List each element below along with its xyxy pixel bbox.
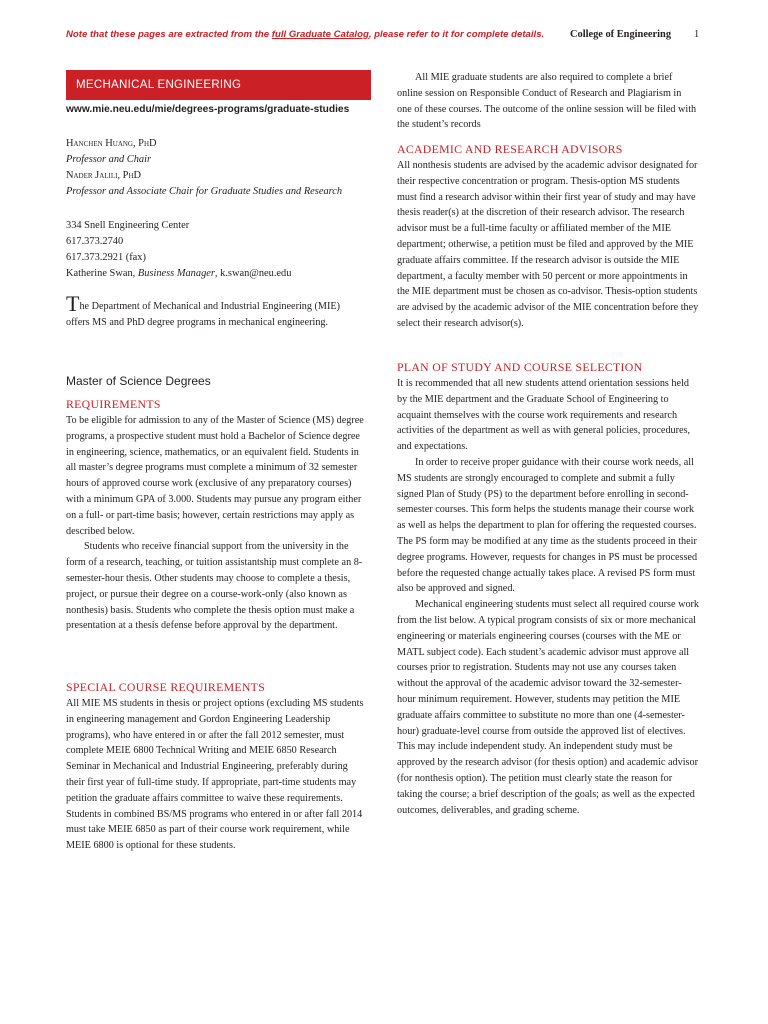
person-title: Professor and Chair [66, 154, 152, 165]
intro-paragraph [66, 291, 366, 331]
requirements-paragraph-2: Students who receive financial support from the university in the form of a research, teaching, or tuition assistantship must complete an 8-semester-hour thesis. Other students may choose to complete a thesis, project, or pursue their degree on a course-work-only (also known as nonthesis) basis. Students who complete the thesis option must make a presentation at a thesis defense before approval by the department. [66, 541, 363, 632]
person-name: Nader Jalili, PhD [66, 170, 142, 181]
manager-email[interactable]: , k.swan@neu.edu [214, 268, 292, 279]
catalog-note-suffix: , please refer to it for complete details. [368, 29, 545, 40]
person-name: Hanchen Huang, PhD [66, 138, 157, 149]
department-url[interactable]: www.mie.neu.edu/mie/degrees-programs/graduate-studies [66, 104, 350, 115]
phone: 617.373.2740 [66, 236, 124, 247]
plan-paragraph-2: In order to receive proper guidance with their course work needs, all MS students are strongly encouraged to complete and submit a fully signed Plan of Study (PS) to the department before enrolling in second-semester courses. This form helps the students manage their course work as well as helps the department to plan for offering the requested courses. The PS form may be modified at any time as the students proceed in their degree programs. However, requests for changes in PS must be processed before the requested change actually takes place. A revised PS form must also be approved and signed. [397, 456, 698, 595]
business-manager [66, 266, 376, 282]
requirements-heading: REQUIREMENTS [66, 397, 161, 411]
catalog-note-prefix: Note that these pages are extracted from the [66, 29, 272, 40]
plan-of-study-heading: PLAN OF STUDY AND COURSE SELECTION [397, 360, 643, 374]
page-number: 1 [694, 29, 700, 40]
full-graduate-catalog-link[interactable]: full Graduate Catalog [271, 29, 369, 40]
plan-paragraph-1: It is recommended that all new students attend orientation sessions held by the MIE department and the Graduate School of Engineering to acquaint themselves with the course work requirements and research activities of the department as well as with general policies, procedures, and expectations. [397, 378, 691, 453]
requirements-body [66, 413, 366, 634]
advisors-heading: ACADEMIC AND RESEARCH ADVISORS [397, 142, 623, 156]
plan-of-study-body [397, 376, 700, 818]
faculty-list [66, 136, 376, 200]
contact-block [66, 218, 376, 282]
college-name: College of Engineering [570, 29, 672, 40]
ms-degrees-heading: Master of Science Degrees [66, 374, 211, 388]
person-title: Professor and Associate Chair for Graduate Studies and Research [66, 186, 343, 197]
special-course-heading: SPECIAL COURSE REQUIREMENTS [66, 680, 266, 694]
manager-role: Business Manager [137, 268, 215, 279]
requirements-paragraph-1: To be eligible for admission to any of the Master of Science (MS) degree programs, a prospective student must hold a Bachelor of Science degree in engineering, science, mathematics, or an equivalent field. Students in all master’s degree programs must complete a minimum of 32 semester hours of approved course work (exclusive of any preparatory courses) with a minimum GPA of 3.000. Students may pursue any program either on a full- or part-time basis; however, certain restrictions may apply as described below. [66, 415, 364, 537]
plan-paragraph-3: Mechanical engineering students must select all required course work from the list below. A typical program consists of six or more mechanical engineering or materials engineering courses (courses with the ME or MATL subject code). Each student’s academic advisor must approve all courses prior to registration. Students may not use any courses taken without the approval of the academic advisor toward the 32-semester-hour minimum requirement. However, students may petition the MIE graduate affairs committee to substitute no more than one (4-semester-hour) graduate-level course from outside the approved list of electives. This may include independent study. An independent study must be approved by the research advisor (for thesis option) and academic advisor (for nonthesis option). The petition must clearly state the reason for taking the course; a brief description of the goals; as well as the expected outcomes, deliverables, and grading scheme. [397, 599, 700, 816]
online-session-body [397, 70, 697, 133]
fax: 617.373.2921 (fax) [66, 252, 146, 263]
special-course-body [66, 696, 368, 854]
advisors-body [397, 158, 699, 332]
catalog-note [66, 29, 546, 40]
department-banner: MECHANICAL ENGINEERING [66, 70, 371, 100]
intro-text: he Department of Mechanical and Industrial Engineering (MIE) offers MS and PhD degree programs in mechanical engineering. [66, 301, 340, 328]
dropcap: T [66, 291, 80, 316]
special-course-paragraph: All MIE MS students in thesis or project options (excluding MS students in engineering management and Gordon Engineering Leadership programs), who have entered in or after the fall 2012 semester, must complete MEIE 6800 Technical Writing and MEIE 6850 Research Seminar in Mechanical and Industrial Engineering, preferably during their first year of full-time study. If appropriate, part-time students may petition the graduate affairs committee to waive these requirements. Students in combined BS/MS programs who entered in or after fall 2014 must take MEIE 6850 as part of their course work requirement, while MEIE 6800 is optional for these students. [66, 698, 364, 852]
manager-name: Katherine Swan, [66, 268, 138, 279]
online-session-paragraph: All MIE graduate students are also required to complete a brief online session on Responsible Conduct of Research and Plagiarism in one of these courses. The outcome of the online session will be filed with the student’s records [397, 72, 697, 131]
address: 334 Snell Engineering Center [66, 220, 190, 231]
advisors-paragraph: All nonthesis students are advised by the academic advisor designated for their respective concentration or program. Thesis-option MS students must find a research advisor within their first year of study and may have thesis reader(s) at the discretion of their research advisor. The research advisor must be a full-time faculty or affiliated member of the MIE department; otherwise, a petition must be filed and approved by the MIE graduate affairs committee. If the research advisor is outside the MIE department, a faculty member with 50 percent or more appointments in the MIE department must be chosen as co-advisor. Thesis-option students are advised by the academic advisor of the MIE concentration before they select their research advisor(s). [397, 160, 699, 329]
